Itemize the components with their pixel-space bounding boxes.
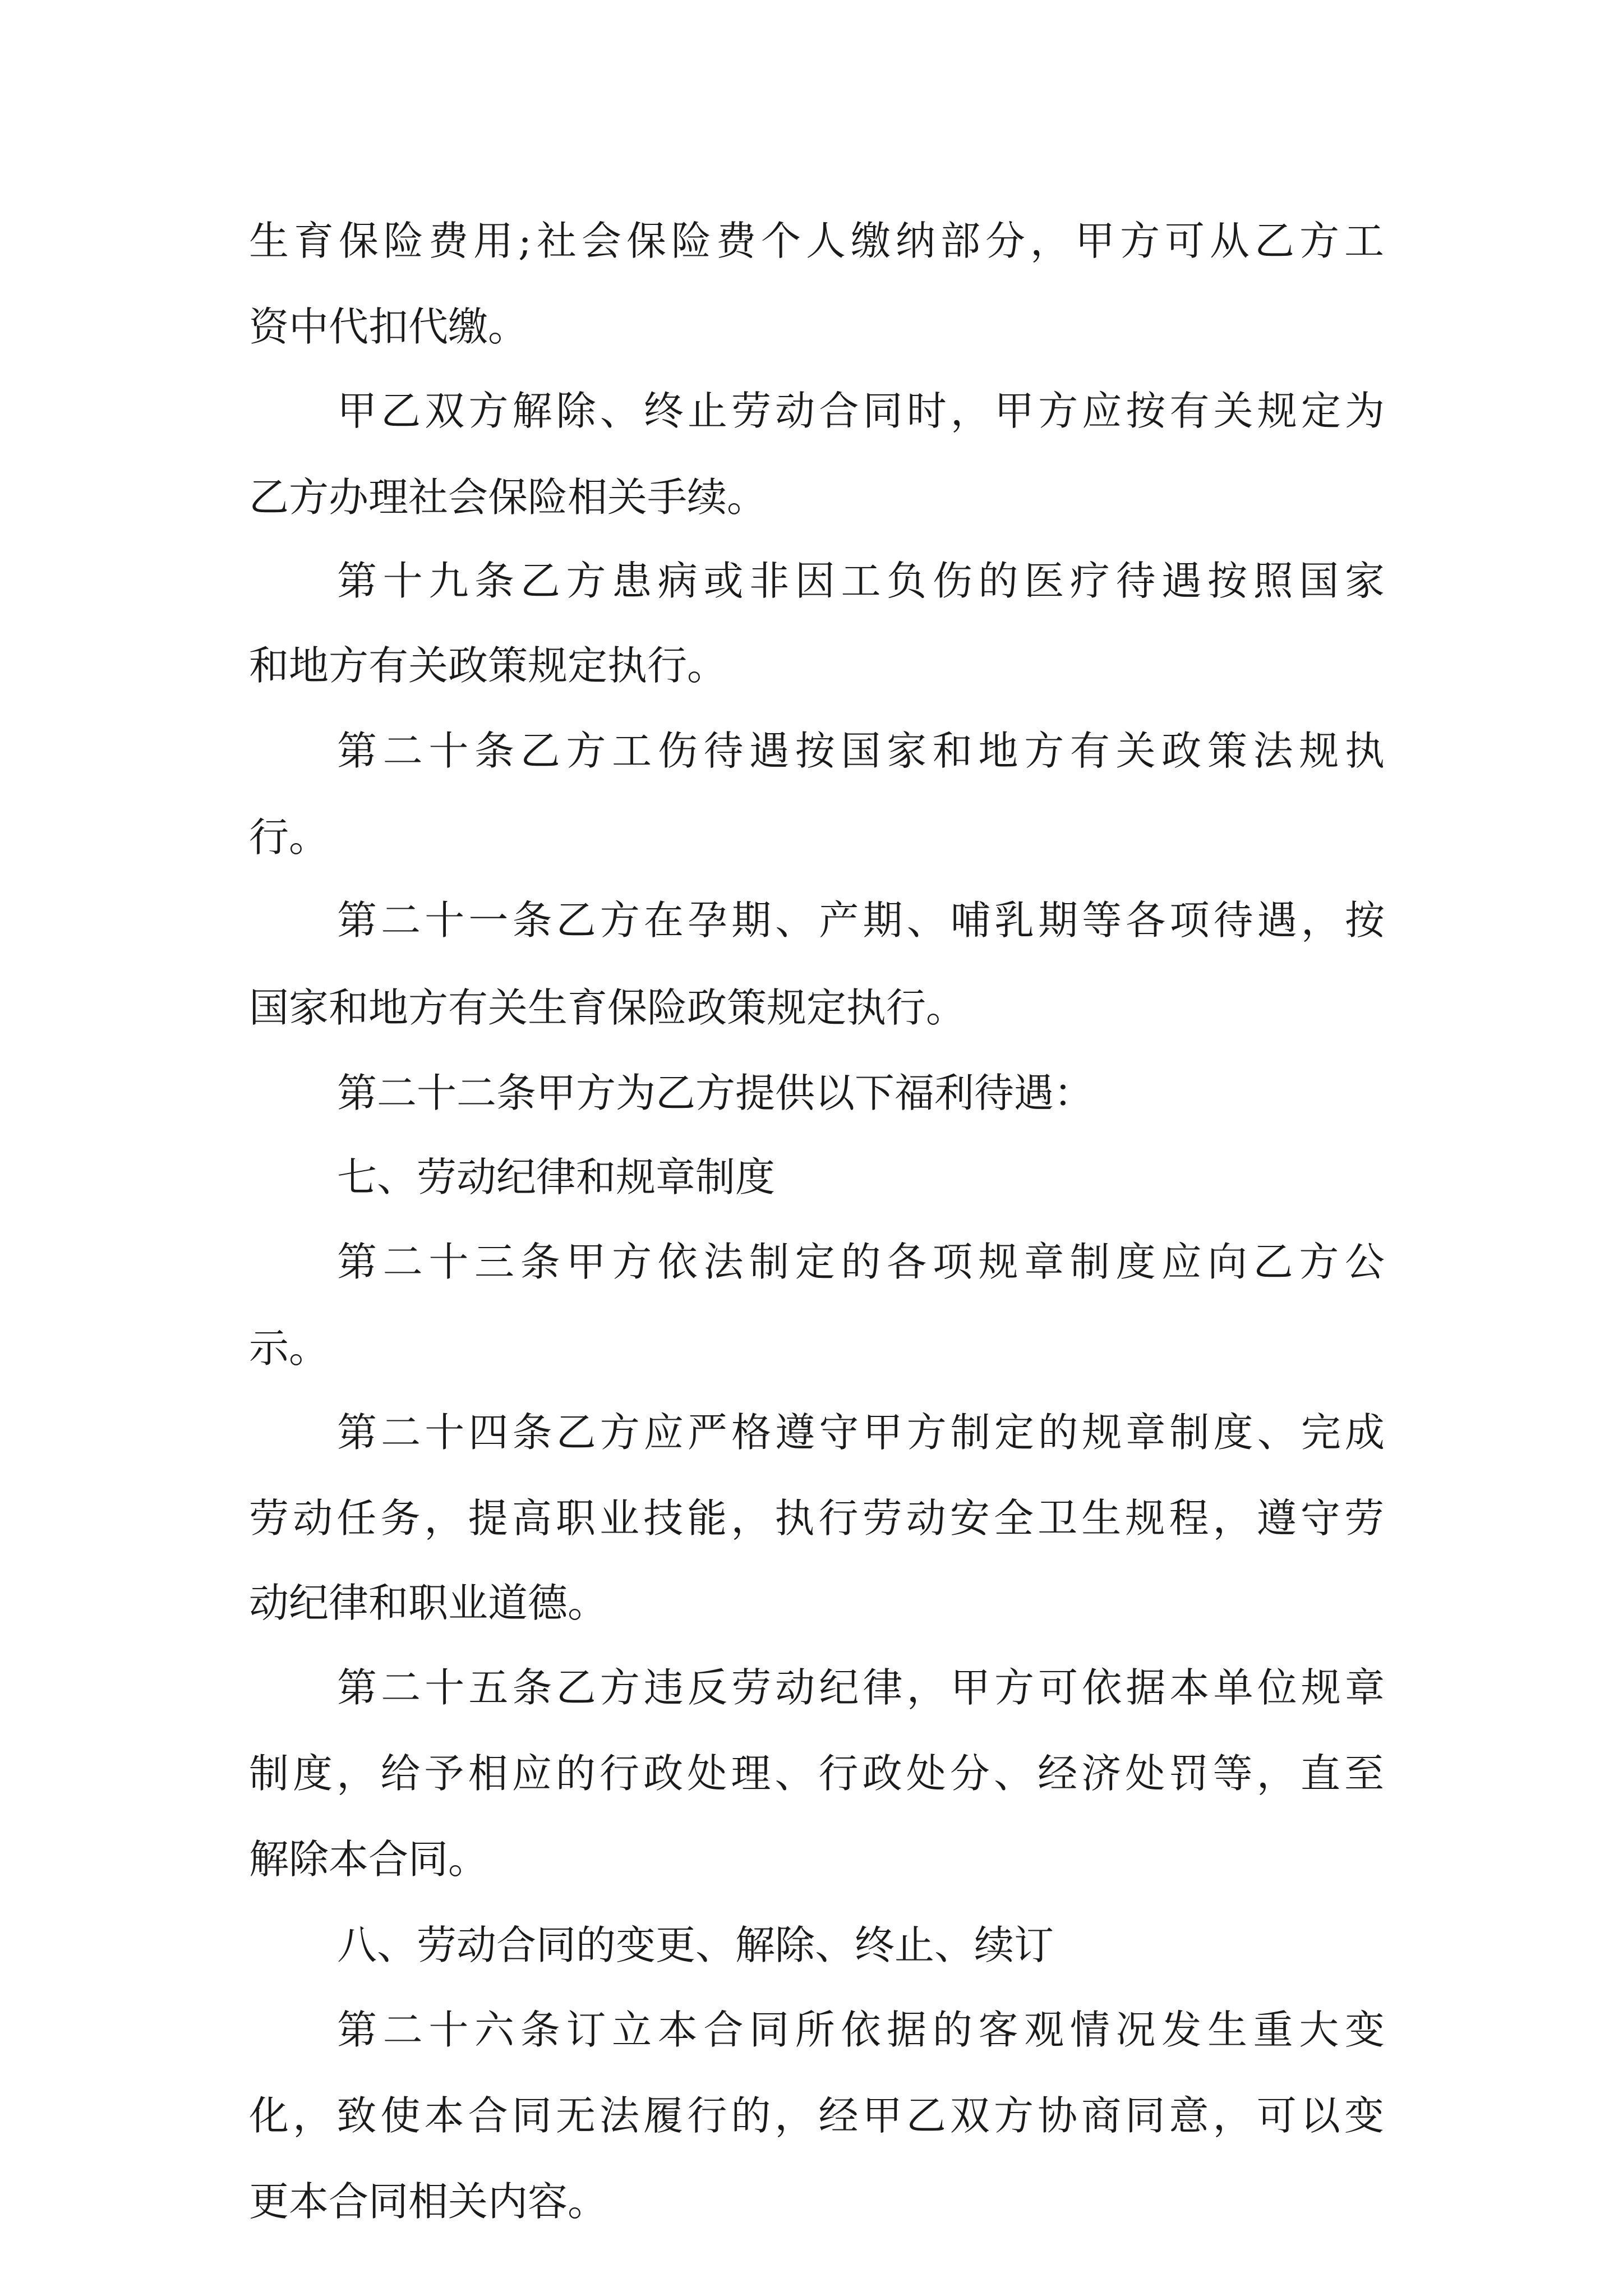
line-text: 生育保险费用;社会保险费个人缴纳部分，甲方可从乙方工: [249, 218, 1384, 264]
line-text: 化，致使本合同无法履行的，经甲乙双方协商同意，可以变: [249, 2092, 1384, 2139]
line-text: 资中代扣代缴。: [249, 303, 528, 350]
line-text: 第二十五条乙方违反劳动纪律，甲方可依据本单位规章: [337, 1664, 1385, 1711]
line-text: 示。: [249, 1325, 329, 1372]
line-text: 七、劳动纪律和规章制度: [337, 1154, 776, 1200]
line-text: 第十九条乙方患病或非因工负伤的医疗待遇按照国家: [337, 558, 1385, 604]
line-text: 劳动任务，提高职业技能，执行劳动安全卫生规程，遵守劳: [249, 1495, 1384, 1542]
line-text: 八、劳动合同的变更、解除、终止、续订: [337, 1922, 1054, 1968]
line-text: 国家和地方有关生育保险政策规定执行。: [249, 984, 966, 1031]
line-text: 第二十条乙方工伤待遇按国家和地方有关政策法规执: [337, 728, 1385, 774]
line-text: 第二十二条甲方为乙方提供以下福利待遇：: [337, 1070, 1094, 1116]
line-text: 更本合同相关内容。: [249, 2178, 608, 2225]
line-text: 乙方办理社会保险相关手续。: [249, 474, 767, 521]
line-text: 第二十六条订立本合同所依据的客观情况发生重大变: [337, 2007, 1385, 2053]
line-text: 甲乙双方解除、终止劳动合同时，甲方应按有关规定为: [337, 388, 1385, 434]
line-text: 第二十三条甲方依法制定的各项规章制度应向乙方公: [337, 1239, 1385, 1285]
line-text: 解除本合同。: [249, 1836, 488, 1883]
line-text: 动纪律和职业道德。: [249, 1580, 608, 1626]
line-text: 制度，给予相应的行政处理、行政处分、经济处罚等，直至: [249, 1750, 1384, 1797]
line-text: 行。: [249, 814, 329, 861]
line-text: 和地方有关政策规定执行。: [249, 642, 727, 689]
line-text: 第二十四条乙方应严格遵守甲方制定的规章制度、完成: [337, 1409, 1385, 1456]
line-text: 第二十一条乙方在孕期、产期、哺乳期等各项待遇，按: [337, 897, 1385, 944]
